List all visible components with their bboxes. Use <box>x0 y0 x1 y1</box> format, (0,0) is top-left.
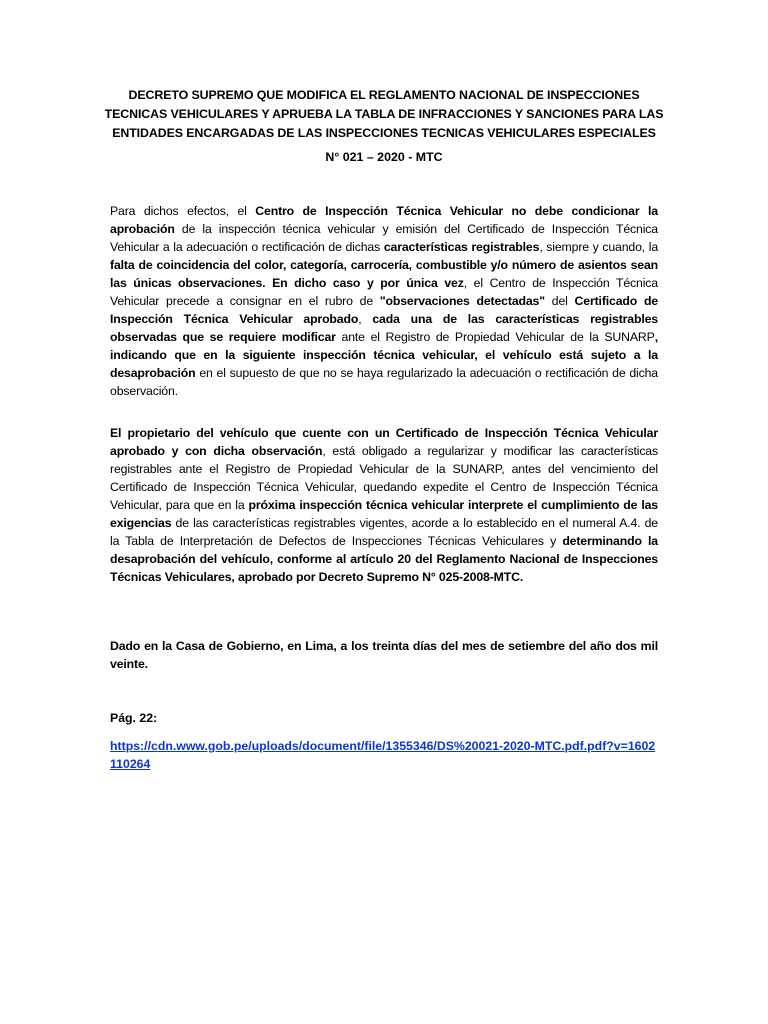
paragraph-2 <box>110 424 658 586</box>
text-run: , <box>358 312 373 326</box>
bold-run: El propietario del vehículo que cuente con un Certificado de Inspección Técnica Vehicular aprobado y con dicha observación <box>110 426 658 458</box>
text-run: Para dichos efectos, el <box>110 204 256 218</box>
bold-run: , indicando que en la siguiente inspección técnica vehicular, el vehículo está sujeto a la desaprobación <box>110 330 658 380</box>
text-run: en el supuesto de que no se haya regularizado la adecuación o rectificación de dicha observación. <box>110 366 658 398</box>
decree-number: N° 021 – 2020 - MTC <box>325 150 443 164</box>
text-run: , siempre y cuando, la <box>539 240 659 254</box>
bold-run: falta de coincidencia del color, categoría, carrocería, combustible y/o número de asientos sean las únicas observaciones. En dicho caso y por única vez <box>110 258 658 290</box>
bold-run: "observaciones detectadas" <box>379 294 545 308</box>
bold-run: Centro de Inspección Técnica Vehicular no debe condicionar la aprobación <box>110 204 658 236</box>
source-link[interactable]: https://cdn.www.gob.pe/uploads/document/file/1355346/DS%20021-2020-MTC.pdf.pdf?v=1602110264 <box>110 739 656 771</box>
text-run: ante el Registro de Propiedad Vehicular de la SUNARP <box>335 330 655 344</box>
text-run: de la inspección técnica vehicular y emisión del Certificado de Inspección Técnica Vehicular a la adecuación o rectificación de dichas <box>110 222 658 254</box>
bold-run: Certificado de Inspección Técnica Vehicular aprobado <box>110 294 658 326</box>
paragraph-3: Dado en la Casa de Gobierno, en Lima, a los treinta días del mes de setiembre del año dos mil veinte. <box>110 639 658 671</box>
document-title: DECRETO SUPREMO QUE MODIFICA EL REGLAMENTO NACIONAL DE INSPECCIONES TECNICAS VEHICULARES Y APRUEBA LA TABLA DE INFRACCIONES Y SANCIONES PARA LAS ENTIDADES ENCARGADAS DE LAS INSPECCIONES TECNICAS VEHICULARES ESPECIALES <box>104 88 664 140</box>
bold-run: cada una de las características registrables observadas que se requiere modificar <box>110 312 658 344</box>
page-reference: Pág. 22: <box>110 711 158 725</box>
paragraph-1 <box>110 202 658 400</box>
text-run: del <box>544 294 575 308</box>
bold-run: determinando la desaprobación del vehículo, conforme al artículo 20 del Reglamento Nacional de Inspecciones Técnicas Vehiculares, aprobado por Decreto Supremo N° 025-2008-MTC. <box>110 534 658 584</box>
text-run: , el Centro de Inspección Técnica Vehicular precede a consignar en el rubro de <box>110 276 658 308</box>
text-run: , está obligado a regularizar y modificar las características registrables ante el Registro de Propiedad Vehicular de la SUNARP, antes del vencimiento del Certificado de Inspección Técnica Vehicular, quedando expedite el Centro de Inspección Técnica Vehicular, para que en la <box>110 444 658 512</box>
bold-run: próxima inspección técnica vehicular interprete el cumplimiento de las exigencias <box>110 498 658 530</box>
bold-run: características registrables <box>383 240 540 254</box>
text-run: de las características registrables vigentes, acorde a lo establecido en el numeral A.4. de la Tabla de Interpretación de Defectos de Inspecciones Técnicas Vehiculares y <box>110 516 658 548</box>
